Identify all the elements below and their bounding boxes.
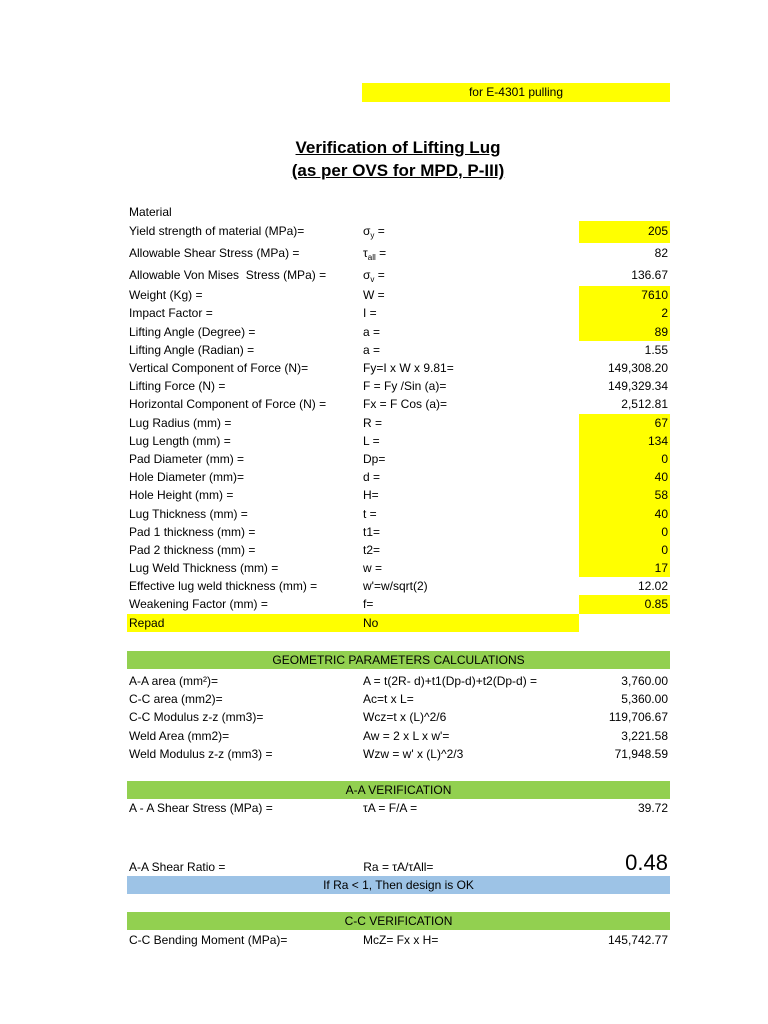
input-row <box>127 341 670 359</box>
aa-shear-ratio-row <box>127 849 670 876</box>
row-formula: I = <box>363 306 377 321</box>
input-row <box>127 243 670 265</box>
row-value: 145,742.77 <box>607 933 668 947</box>
shear-ratio-value: 0.48 <box>625 850 668 875</box>
row-value: 149,308.20 <box>607 361 668 375</box>
aa-verification-table <box>127 799 670 817</box>
input-row <box>127 505 670 523</box>
input-row <box>127 395 670 413</box>
row-value: 17 <box>579 559 670 577</box>
row-value: 7610 <box>579 286 670 304</box>
input-row <box>127 377 670 395</box>
row-label: A-A Shear Ratio = <box>129 860 226 874</box>
row-label: Weakening Factor (mm) = <box>129 597 268 612</box>
row-formula: w = <box>363 561 383 576</box>
row-value: 40 <box>579 505 670 523</box>
row-formula: a = <box>363 342 381 357</box>
row-formula: Fx = F Cos (a)= <box>363 397 448 412</box>
row-label: Pad 1 thickness (mm) = <box>129 524 256 539</box>
row-value: 1.55 <box>644 342 668 357</box>
row-label: Yield strength of material (MPa)= <box>129 224 305 239</box>
row-formula: w'=w/sqrt(2) <box>363 579 428 594</box>
cc-verification-header: C-C VERIFICATION <box>127 912 670 930</box>
repad-empty-cell <box>579 614 670 632</box>
row-value: 89 <box>579 323 670 341</box>
input-parameters-table <box>127 203 670 632</box>
formula-subscript: v <box>370 274 375 284</box>
row-label: Lifting Angle (Degree) = <box>129 324 256 339</box>
input-row <box>127 450 670 468</box>
input-row <box>127 432 670 450</box>
geometric-row <box>127 690 670 708</box>
title-line-2: (as per OVS for MPD, P-III) <box>291 161 505 180</box>
row-label: Weld Modulus z-z (mm3) = <box>129 746 273 761</box>
row-value: 0 <box>579 523 670 541</box>
row-label: Weld Area (mm2)= <box>129 728 230 743</box>
input-row <box>127 221 670 243</box>
row-label: Impact Factor = <box>129 306 213 321</box>
input-row <box>127 286 670 304</box>
repad-label: Repad <box>127 614 363 632</box>
row-formula: t2= <box>363 542 381 557</box>
row-label: Lifting Force (N) = <box>129 379 226 394</box>
row-formula: t1= <box>363 524 381 539</box>
row-formula: Ac=t x L= <box>363 692 414 707</box>
formula-equals: = <box>374 224 385 239</box>
row-value: 39.72 <box>637 801 668 815</box>
row-value: 0 <box>579 541 670 559</box>
row-label: Pad 2 thickness (mm) = <box>129 542 256 557</box>
row-label: Lug Length (mm) = <box>129 433 231 448</box>
row-formula: Dp= <box>363 451 386 466</box>
row-formula <box>363 265 579 287</box>
row-formula: Aw = 2 x L x w'= <box>363 728 450 743</box>
repad-row <box>127 614 670 632</box>
input-row <box>127 577 670 595</box>
formula-symbol: τ <box>363 245 368 260</box>
geometric-row <box>127 745 670 763</box>
aa-verification-header: A-A VERIFICATION <box>127 781 670 799</box>
row-value: 5,360.00 <box>621 692 668 707</box>
input-row <box>127 559 670 577</box>
row-label: Weight (Kg) = <box>129 288 203 303</box>
row-formula: R = <box>363 415 383 430</box>
cc-verification-row <box>127 931 670 949</box>
material-heading-row <box>127 203 670 221</box>
row-value: 67 <box>579 414 670 432</box>
input-row <box>127 414 670 432</box>
row-formula: t = <box>363 506 377 521</box>
row-label: Lug Weld Thickness (mm) = <box>129 561 279 576</box>
material-heading: Material <box>129 205 172 219</box>
input-row <box>127 265 670 287</box>
formula-symbol: σ <box>363 267 371 282</box>
row-value: 0.85 <box>579 595 670 613</box>
formula-subscript: all <box>367 252 376 262</box>
row-formula: F = Fy /Sin (a)= <box>363 379 447 394</box>
input-row <box>127 523 670 541</box>
row-formula: d = <box>363 470 381 485</box>
formula-equals: = <box>375 245 387 260</box>
geometric-row <box>127 727 670 745</box>
row-label: A - A Shear Stress (MPa) = <box>129 801 273 815</box>
row-value: 136.67 <box>631 267 668 282</box>
title-line-1: Verification of Lifting Lug <box>295 138 501 157</box>
page-title <box>184 136 612 182</box>
row-formula: McZ= Fx x H= <box>363 933 439 947</box>
row-value: 71,948.59 <box>614 746 668 761</box>
row-value: 134 <box>579 432 670 450</box>
row-formula: Wzw = w' x (L)^2/3 <box>363 746 464 761</box>
geometric-row <box>127 708 670 726</box>
cc-verification-table <box>127 931 670 949</box>
row-value: 2 <box>579 304 670 322</box>
row-value: 3,221.58 <box>621 728 668 743</box>
formula-equals: = <box>374 267 385 282</box>
aa-verification-row <box>127 799 670 817</box>
row-formula: W = <box>363 288 385 303</box>
row-formula: H= <box>363 488 379 503</box>
geometric-row <box>127 672 670 690</box>
formula-symbol: σ <box>363 224 371 239</box>
input-row <box>127 468 670 486</box>
row-label: C-C Bending Moment (MPa)= <box>129 933 288 947</box>
row-label: Lug Thickness (mm) = <box>129 506 248 521</box>
row-value: 3,760.00 <box>621 674 668 688</box>
input-row <box>127 486 670 504</box>
row-label: Hole Diameter (mm)= <box>129 470 245 485</box>
row-label: Lifting Angle (Radian) = <box>129 342 255 357</box>
row-label: C-C area (mm2)= <box>129 692 223 707</box>
input-row <box>127 595 670 613</box>
row-label: A-A area (mm²)= <box>129 674 219 688</box>
row-formula: L = <box>363 433 380 448</box>
row-formula: a = <box>363 324 381 339</box>
row-value: 119,706.67 <box>608 710 668 725</box>
row-label: Allowable Shear Stress (MPa) = <box>129 245 300 260</box>
row-value: 149,329.34 <box>607 379 668 394</box>
row-label: Pad Diameter (mm) = <box>129 451 245 466</box>
row-value: 58 <box>579 486 670 504</box>
row-label: C-C Modulus z-z (mm3)= <box>129 710 264 725</box>
row-formula <box>363 221 579 243</box>
row-label: Horizontal Component of Force (N) = <box>129 397 327 412</box>
row-value: 2,512.81 <box>621 397 668 412</box>
note-banner: for E-4301 pulling <box>362 83 670 102</box>
row-formula: τA = F/A = <box>363 801 418 815</box>
input-row <box>127 323 670 341</box>
input-row <box>127 541 670 559</box>
row-label: Hole Height (mm) = <box>129 488 234 503</box>
input-row <box>127 359 670 377</box>
row-formula: Fy=I x W x 9.81= <box>363 361 454 375</box>
row-label: Allowable Von Mises Stress (MPa) = <box>129 267 327 282</box>
design-check-note: If Ra < 1, Then design is OK <box>127 876 670 894</box>
row-value: 82 <box>654 245 668 260</box>
geometric-parameters-header: GEOMETRIC PARAMETERS CALCULATIONS <box>127 651 670 669</box>
row-value: 40 <box>579 468 670 486</box>
row-label: Vertical Component of Force (N)= <box>129 361 309 375</box>
row-formula: f= <box>363 597 374 612</box>
row-value: 205 <box>579 221 670 243</box>
row-formula: A = t(2R- d)+t1(Dp-d)+t2(Dp-d) = <box>363 674 538 688</box>
formula-subscript: y <box>370 231 375 241</box>
row-value: 12.02 <box>637 579 668 594</box>
row-formula: Ra = τA/τAll= <box>363 860 434 874</box>
row-label: Lug Radius (mm) = <box>129 415 232 430</box>
geometric-parameters-table <box>127 672 670 763</box>
row-formula: Wcz=t x (L)^2/6 <box>363 710 447 725</box>
row-formula <box>363 243 579 265</box>
row-value: 0 <box>579 450 670 468</box>
repad-value: No <box>363 614 579 632</box>
input-row <box>127 304 670 322</box>
row-label: Effective lug weld thickness (mm) = <box>129 579 318 594</box>
